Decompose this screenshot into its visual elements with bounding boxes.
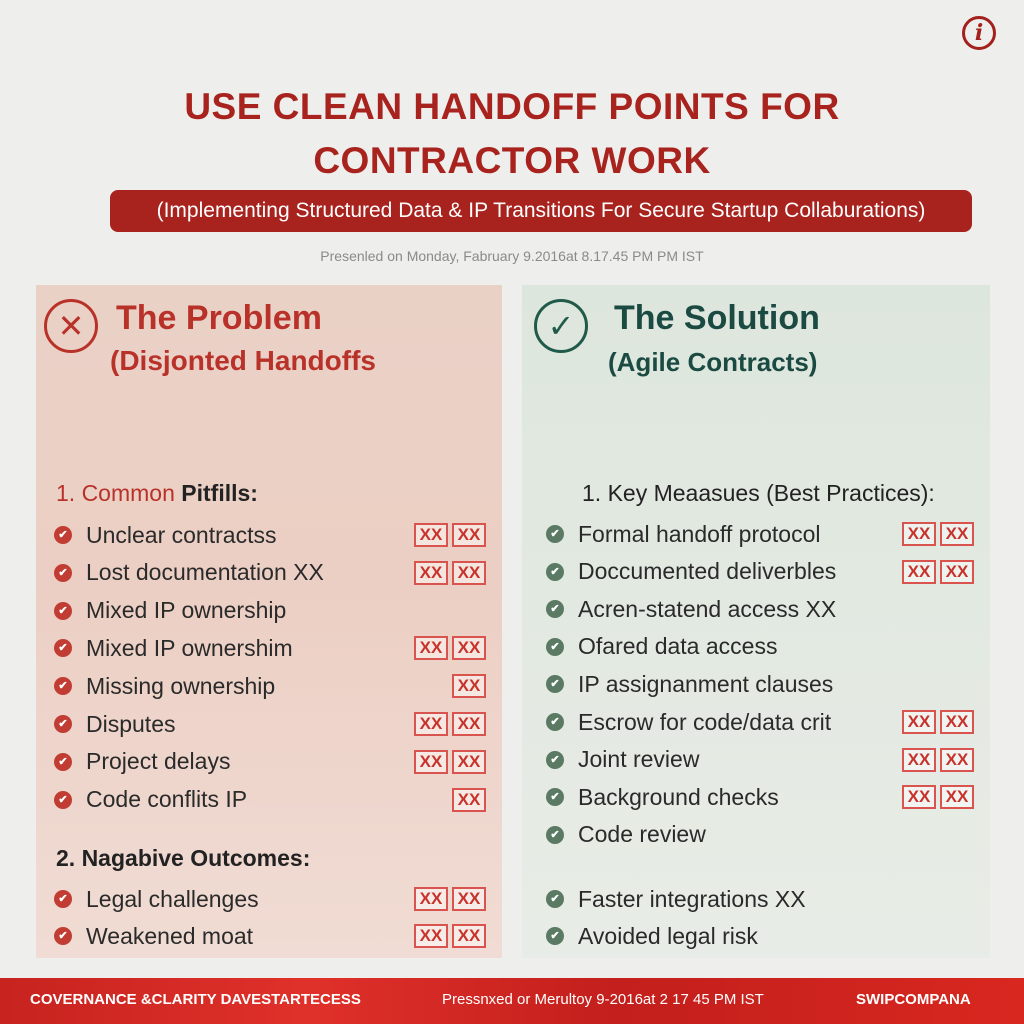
list-item-label: Mixed IP ownershim [86,634,293,661]
list-item [54,632,293,664]
xx-mark: XX [452,924,486,948]
list-item-label: Disputes [86,710,176,737]
check-circle-icon: ✓ [534,299,588,353]
pitfalls-heading [56,480,258,507]
xx-mark: XX [414,523,448,547]
list-item [54,920,253,952]
list-item-label: Ofared data access [578,633,778,660]
list-item [54,746,230,778]
list-item [546,556,836,588]
list-item [54,708,175,740]
bullet-icon: ✔ [546,675,564,693]
outcomes-heading: 2. Nagabive Outcomes: [56,845,311,871]
xx-mark: XX [452,674,486,698]
presented-date: Presenled on Monday, Fabruary 9.2016at 8.17.45 PM PM IST [320,248,704,264]
info-icon[interactable]: i [962,16,996,50]
list-item [54,557,324,589]
xx-mark: XX [902,710,936,734]
footer-date-text: Pressnxed or Merultoy 9-2016at 2 17 45 PM IST [442,991,764,1008]
list-item [546,744,699,776]
footer-bar [0,978,1024,1024]
bullet-icon: ✔ [54,890,72,908]
xx-mark-group [414,712,486,736]
xx-mark: XX [452,561,486,585]
xx-mark: XX [902,748,936,772]
xx-mark: XX [452,712,486,736]
bullet-icon: ✔ [54,564,72,582]
list-item [54,883,259,915]
xx-mark-group [452,788,486,812]
pitfalls-heading-bold: Pitfills: [181,480,258,506]
list-item-label: Legal challenges [86,885,259,912]
list-item [54,670,275,702]
xx-mark-group [902,560,974,584]
bullet-icon: ✔ [54,753,72,771]
list-item-label: Joint review [578,746,700,773]
bullet-icon: ✔ [54,602,72,620]
xx-mark: XX [414,750,448,774]
xx-mark-group [414,636,486,660]
list-item-label: Escrow for code/data crit [578,708,832,735]
xx-mark: XX [452,887,486,911]
xx-mark: XX [452,788,486,812]
xx-mark: XX [940,522,974,546]
bullet-icon: ✔ [546,525,564,543]
list-item-label: Avoided legal risk [578,922,758,949]
xx-mark: XX [902,522,936,546]
xx-mark: XX [414,924,448,948]
xx-mark: XX [940,710,974,734]
bullet-icon: ✔ [54,526,72,544]
list-item-label: Lost documentation XX [86,559,324,586]
bullet-icon: ✔ [54,639,72,657]
list-item [546,920,758,952]
xx-mark-group [414,887,486,911]
list-item [546,593,836,625]
bullet-icon: ✔ [546,927,564,945]
list-item [546,518,821,550]
page-title [0,80,1024,188]
title-line-1: USE CLEAN HANDOFF POINTS FOR [184,86,840,127]
footer-company-text: SWIPCOMPANA [856,991,971,1008]
list-item [546,631,777,663]
bullet-icon: ✔ [546,826,564,844]
subtitle-banner: (Implementing Structured Data & IP Transitions For Secure Startup Collaburations) [110,190,972,232]
practices-heading: 1. Key Meaasues (Best Practices): [582,480,935,506]
list-item-label: Acren-statend access XX [578,595,837,622]
xx-mark: XX [940,748,974,772]
xx-mark-group [902,748,974,772]
xx-mark-group [414,924,486,948]
list-item-label: Missing ownership [86,672,276,699]
xx-mark-group [902,522,974,546]
list-item-label: Doccumented deliverbles [578,558,837,585]
xx-mark: XX [452,636,486,660]
xx-mark: XX [414,887,448,911]
list-item-label: Formal handoff protocol [578,520,821,547]
list-item [546,819,706,851]
bullet-icon: ✔ [546,890,564,908]
list-item-label: Mixed IP ownership [86,597,287,624]
list-item-label: Code review [578,821,706,848]
xx-mark: XX [940,560,974,584]
list-item-label: Unclear contractss [86,521,277,548]
solution-subtitle: (Agile Contracts) [608,347,818,377]
xx-mark-group [414,561,486,585]
xx-mark: XX [452,750,486,774]
xx-mark: XX [902,560,936,584]
xx-mark-group [902,710,974,734]
xx-mark: XX [902,785,936,809]
bullet-icon: ✔ [546,751,564,769]
list-item [546,883,806,915]
pitfalls-heading-number: 1. Common [56,480,182,506]
xx-mark: XX [414,636,448,660]
list-item-label: Faster integrations XX [578,885,806,912]
list-item [54,595,286,627]
problem-title: The Problem [116,299,322,337]
bullet-icon: ✔ [54,791,72,809]
xx-mark-group [452,674,486,698]
xx-mark-group [414,750,486,774]
bullet-icon: ✔ [54,677,72,695]
xx-mark-group [414,523,486,547]
problem-subtitle: (Disjonted Handoffs [110,345,376,376]
list-item-label: Project delays [86,748,231,775]
solution-panel [522,285,990,958]
list-item-label: Weakened moat [86,922,254,949]
footer-left-text: COVERNANCE &CLARITY DAVESTARTECESS [30,991,361,1008]
x-circle-icon: ✕ [44,299,98,353]
bullet-icon: ✔ [54,927,72,945]
list-item [54,784,247,816]
problem-panel [36,285,502,958]
list-item-label: IP assignanment clauses [578,670,834,697]
title-line-2: CONTRACTOR WORK [313,140,711,181]
solution-title: The Solution [614,299,820,337]
bullet-icon: ✔ [546,638,564,656]
bullet-icon: ✔ [546,713,564,731]
xx-mark: XX [414,712,448,736]
list-item [54,519,276,551]
list-item-label: Background checks [578,783,779,810]
list-item [546,781,779,813]
bullet-icon: ✔ [546,600,564,618]
xx-mark: XX [414,561,448,585]
list-item [546,668,833,700]
xx-mark-group [902,785,974,809]
list-item-label: Code conflits IP [86,786,248,813]
xx-mark: XX [452,523,486,547]
xx-mark: XX [940,785,974,809]
list-item [546,706,831,738]
bullet-icon: ✔ [546,788,564,806]
bullet-icon: ✔ [54,715,72,733]
bullet-icon: ✔ [546,563,564,581]
